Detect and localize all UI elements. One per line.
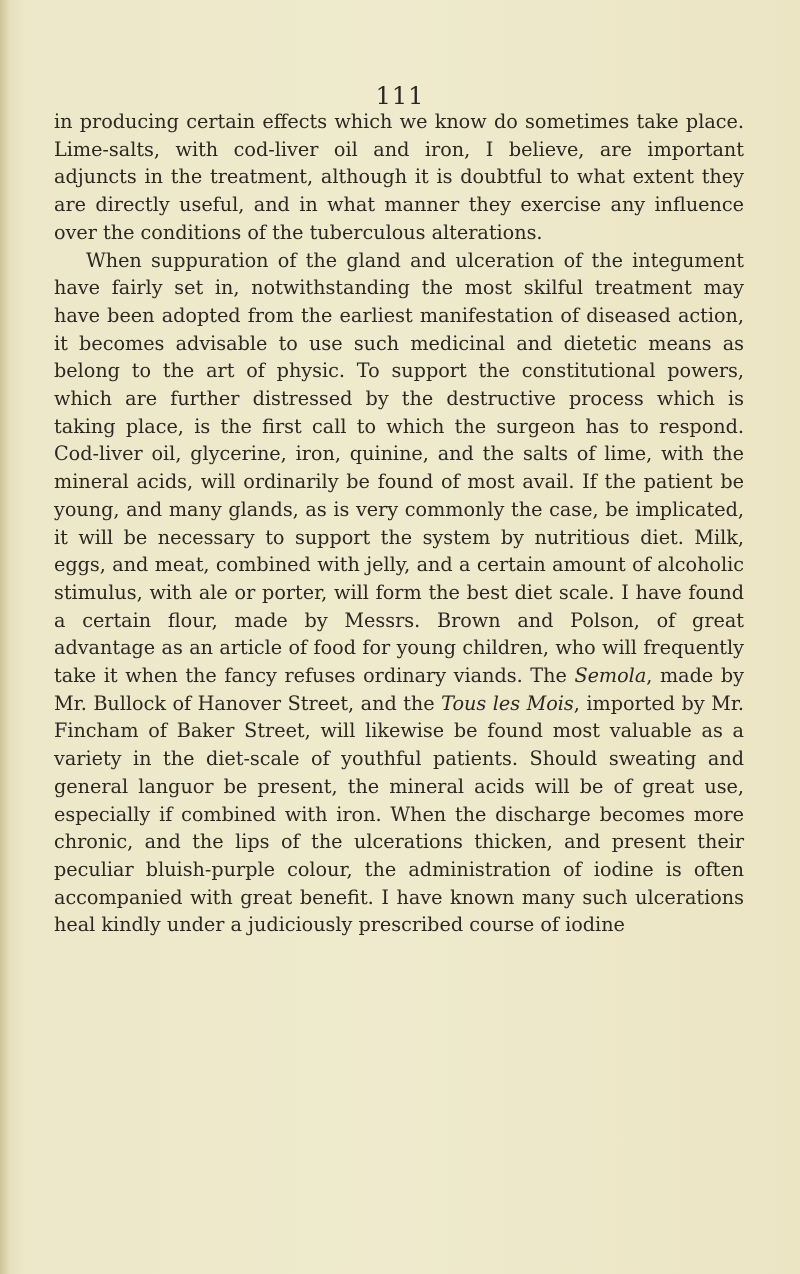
paragraph-1-text: in producing certain effects which we know do sometimes take place. Lime-salts, with cod-liver oil and iron, I believe, are important adjuncts in the treatment, although it is doubtful to what extent they are directly useful, and in what manner they exercise any influence over the conditions of the tuberculous alterations. <box>54 110 744 244</box>
page-number: 111 <box>375 82 425 110</box>
paragraph-2-text-b: , made by Mr. Bullock of Hanover Street, and the <box>54 664 744 715</box>
product-name-semola: Semola <box>574 664 647 688</box>
paragraph-1 <box>54 108 744 247</box>
paragraph-2-text-a: When suppuration of the gland and ulceration of the integument have fairly set in, notwithstanding the most skilful treatment may have been adopted from the earliest manifestation of diseased action, it becomes advisable to use such medicinal and dietetic means as belong to the art of physic. To support the constitutional powers, which are further distressed by the destructive process which is taking place, is the first call to which the surgeon has to respond. Cod-liver oil, glycerine, iron, quinine, and the salts of lime, with the mineral acids, will ordinarily be found of most avail. If the patient be young, and many glands, as is very commonly the case, be implicated, it will be necessary to support the system by nutritious diet. Milk, eggs, and meat, combined with jelly, and a certain amount of alcoholic stimulus, with ale or porter, will form the best diet scale. I have found a certain flour, made by Messrs. Brown and Polson, of great advantage as an article of food for young children, who will frequently take it when the fancy refuses ordinary viands. The <box>54 248 744 688</box>
page-gutter-shadow <box>0 0 10 1274</box>
paragraph-2 <box>54 247 744 940</box>
product-name-tous-les-mois: Tous les Mois <box>441 691 574 715</box>
body-text <box>54 108 744 939</box>
paragraph-2-text-c: , imported by Mr. Fincham of Baker Street, will likewise be found most valuable as a variety in the diet-scale of youthful patients. Should sweating and general languor be present, the mineral acids will be of great use, especially if combined with iron. When the discharge becomes more chronic, and the lips of the ulcerations thicken, and present their peculiar bluish-purple colour, the administration of iodine is often accompanied with great benefit. I have known many such ulcerations heal kindly under a judiciously prescribed course of iodine <box>54 691 744 937</box>
